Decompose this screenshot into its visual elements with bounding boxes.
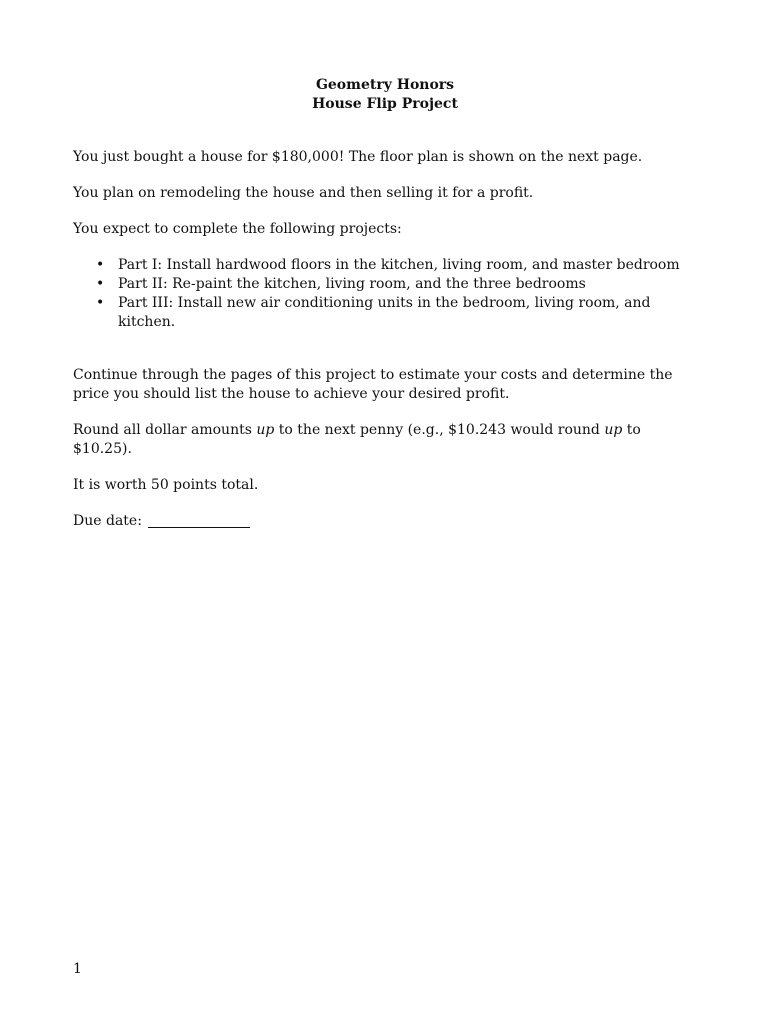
worth-paragraph: It is worth 50 points total. <box>73 477 259 493</box>
bullet-icon: • <box>96 295 105 311</box>
rounding-text-3: to $10.25). <box>73 422 641 457</box>
project-item-2 <box>96 275 683 294</box>
due-date-blank[interactable] <box>148 513 250 528</box>
project-item-text: Part III: Install new air conditioning units in the bedroom, living room, and kitchen. <box>118 295 651 330</box>
title-block <box>0 76 770 114</box>
rounding-emphasis-2: up <box>604 422 623 438</box>
document-body <box>73 148 683 548</box>
expect-paragraph: You expect to complete the following projects: <box>73 221 402 237</box>
document-subtitle: House Flip Project <box>312 96 458 112</box>
document-title: Geometry Honors <box>315 77 455 93</box>
intro-paragraph: You just bought a house for $180,000! The floor plan is shown on the next page. <box>73 149 643 165</box>
rounding-text-2: to the next penny (e.g., $10.243 would round <box>274 422 605 438</box>
project-item-text: Part I: Install hardwood floors in the kitchen, living room, and master bedroom <box>118 257 680 273</box>
project-item-3 <box>96 294 683 332</box>
rounding-paragraph <box>73 421 683 459</box>
project-item-text: Part II: Re-paint the kitchen, living room, and the three bedrooms <box>118 276 586 292</box>
page-number: 1 <box>73 961 82 977</box>
project-list <box>73 256 683 332</box>
bullet-icon: • <box>96 257 105 273</box>
bullet-icon: • <box>96 276 105 292</box>
rounding-text-1: Round all dollar amounts <box>73 422 257 438</box>
due-date-line <box>73 512 683 531</box>
plan-paragraph: You plan on remodeling the house and then selling it for a profit. <box>73 185 534 201</box>
project-item-1 <box>96 256 683 275</box>
continue-paragraph: Continue through the pages of this project to estimate your costs and determine the price you should list the house to achieve your desired profit. <box>73 367 673 402</box>
rounding-emphasis-1: up <box>256 422 275 438</box>
due-date-label: Due date: <box>73 513 142 529</box>
